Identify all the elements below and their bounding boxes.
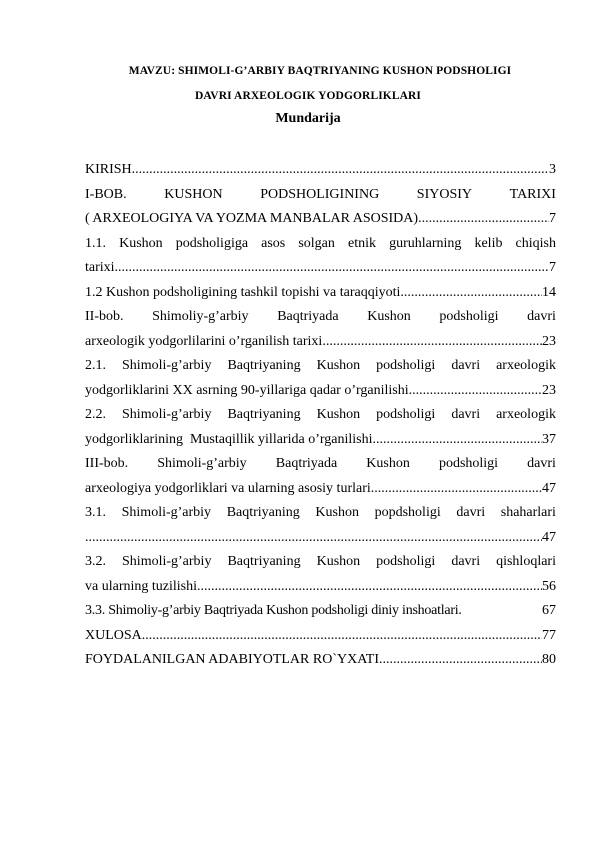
toc-entry-3-2-line-1[interactable] <box>85 550 556 575</box>
toc-leader-dots <box>400 281 542 306</box>
toc-word: Kushon <box>316 554 361 569</box>
toc-entry-3-1-line-2[interactable] <box>85 526 556 551</box>
toc-word: davri <box>527 456 556 471</box>
toc-leader-dots <box>322 330 542 355</box>
toc-entry-title: arxeologik yodgorlilarini o’rganilish tarixi <box>85 333 323 349</box>
toc-entry-title: KIRISH <box>85 162 132 177</box>
toc-word: guruhlarning <box>389 235 462 251</box>
toc-entry-2-1-line-1[interactable] <box>85 354 556 379</box>
toc-word: Shimoliy-g’arbiy <box>152 309 249 324</box>
toc-word: podsholigi <box>438 456 499 471</box>
toc-entry-bob-3-line-1[interactable] <box>85 452 556 477</box>
toc-word: II-bob. <box>85 309 124 324</box>
toc-page-number: 3 <box>549 162 556 177</box>
toc-word: davri <box>451 358 481 373</box>
toc-entry-title: 3.3. Shimoliy-g’arbiy Baqtriyada Kushon podsholigi diniy inshoatlari. <box>85 603 462 618</box>
toc-page-number: 7 <box>549 260 556 275</box>
toc-entry-title: arxeologiya yodgorliklari va ularning asosiy turlari <box>85 480 371 496</box>
toc-word: podsholigi <box>376 407 436 422</box>
toc-page-number: 47 <box>542 480 556 496</box>
toc-word: davri <box>527 309 556 324</box>
toc-leader-dots <box>379 648 542 673</box>
toc-word: I-BOB. <box>85 186 127 202</box>
toc-page-number: 77 <box>542 627 556 643</box>
toc-word: popdsholigi <box>374 505 441 520</box>
toc-entry-bob-3-line-2[interactable] <box>85 477 556 502</box>
toc-word: III-bob. <box>85 456 129 471</box>
document-title-line-2: DAVRI ARXEOLOGIK YODGORLIKLARI <box>194 90 421 102</box>
toc-entry-2-2-line-2[interactable] <box>85 428 556 453</box>
toc-page-number: 23 <box>542 382 556 398</box>
toc-entry-title: 1.2 Kushon podsholigining tashkil topishi va taraqqiyoti <box>85 284 401 300</box>
toc-word: Shimoli-g’arbiy <box>122 554 212 569</box>
toc-word: 2.2. <box>85 407 106 422</box>
toc-word: Shimoli-g’arbiy <box>157 456 247 471</box>
toc-entry-bob-2-line-1[interactable] <box>85 305 556 330</box>
toc-entry-bob-2-line-2[interactable] <box>85 330 556 355</box>
toc-word: Baqtriyaning <box>227 554 301 569</box>
toc-word: Kushon <box>366 456 410 471</box>
toc-leader-dots <box>409 379 542 404</box>
toc-entry-title: FOYDALANILGAN ADABIYOTLAR RO`YXATI <box>85 652 379 667</box>
toc-entry-title: va ularning tuzilishi <box>85 578 197 594</box>
toc-word: qishloqlari <box>496 554 556 569</box>
toc-word: SIYOSIY <box>416 186 473 202</box>
toc-word: PODSHOLIGINING <box>260 186 380 202</box>
toc-entry-title: yodgorliklarining Mustaqillik yillarida o’rganilishi <box>85 431 373 447</box>
table-of-contents <box>85 158 556 673</box>
toc-word: Baqtriyada <box>275 456 338 471</box>
toc-word: Kushon <box>316 358 361 373</box>
toc-word: Baqtriyaning <box>227 358 301 373</box>
toc-page-number: 14 <box>542 284 556 300</box>
toc-word: solgan <box>298 235 335 251</box>
toc-heading: Mundarija <box>275 111 341 126</box>
toc-word: podsholigi <box>439 309 499 324</box>
toc-word: 1.1. <box>85 235 106 251</box>
toc-entry-adabiyotlar[interactable] <box>85 648 556 673</box>
toc-word: shaharlari <box>500 505 556 520</box>
toc-word: etnik <box>347 235 376 251</box>
toc-entry-1-2[interactable] <box>85 281 556 306</box>
toc-word: Shimoli-g’arbiy <box>122 358 212 373</box>
toc-leader-dots <box>132 158 549 183</box>
toc-word: arxeologik <box>496 358 556 373</box>
toc-entry-3-1-line-1[interactable] <box>85 501 556 526</box>
toc-word: Shimoli-g’arbiy <box>121 505 212 520</box>
toc-word: TARIXI <box>509 186 556 202</box>
toc-entry-2-1-line-2[interactable] <box>85 379 556 404</box>
toc-entry-3-3[interactable] <box>85 599 556 624</box>
document-title-line-1: MAVZU: SHIMOLI-G’ARBIY BAQTRIYANING KUSHON PODSHOLIGI <box>128 65 512 77</box>
toc-word: podsholigi <box>376 358 436 373</box>
toc-entry-bob-1-line-1[interactable] <box>85 183 556 208</box>
toc-entry-title: yodgorliklarini XX asrning 90-yillariga qadar o’rganilishi <box>85 382 409 398</box>
toc-word: kelib <box>474 235 503 251</box>
toc-word: podsholigiga <box>175 235 249 251</box>
toc-entry-bob-1-line-2[interactable] <box>85 207 556 232</box>
toc-word: Kushon <box>367 309 411 324</box>
toc-page-number: 7 <box>549 211 556 226</box>
toc-word: Shimoli-g’arbiy <box>122 407 212 422</box>
toc-word: Kushon <box>316 407 361 422</box>
toc-page-number: 67 <box>542 603 556 618</box>
toc-page-number: 37 <box>542 431 556 447</box>
toc-word: Kushon <box>315 505 359 520</box>
toc-word: davri <box>451 407 481 422</box>
toc-entry-title: XULOSA <box>85 627 142 643</box>
toc-word: davri <box>451 554 481 569</box>
toc-page-number: 23 <box>542 333 556 349</box>
toc-page-number: 47 <box>542 529 556 545</box>
toc-entry-title: tarixi <box>85 260 115 275</box>
toc-entry-2-2-line-1[interactable] <box>85 403 556 428</box>
toc-entry-3-2-line-2[interactable] <box>85 575 556 600</box>
toc-entry-xulosa[interactable] <box>85 624 556 649</box>
toc-leader-dots <box>197 575 542 600</box>
toc-word: Kushon <box>119 235 163 251</box>
toc-word: Baqtriyaning <box>227 407 301 422</box>
toc-word: 2.1. <box>85 358 106 373</box>
toc-leader-dots <box>85 526 542 551</box>
toc-word: KUSHON <box>164 186 223 202</box>
toc-word: podsholigi <box>376 554 436 569</box>
toc-leader-dots <box>142 624 542 649</box>
toc-word: asos <box>261 235 286 251</box>
toc-leader-dots <box>371 477 542 502</box>
toc-entry-1-1-line-2[interactable] <box>85 256 556 281</box>
toc-page-number: 56 <box>542 578 556 594</box>
toc-page-number: 80 <box>542 652 556 667</box>
toc-word: arxeologik <box>496 407 556 422</box>
toc-leader-dots <box>418 207 549 232</box>
toc-word: 3.2. <box>85 554 106 569</box>
toc-entry-title: ( ARXEOLOGIYA VA YOZMA MANBALAR ASOSIDA) <box>85 211 419 226</box>
toc-leader-dots <box>115 256 549 281</box>
toc-word: davri <box>456 505 486 520</box>
toc-entry-kirish[interactable] <box>85 158 556 183</box>
toc-leader-dots <box>373 428 543 453</box>
toc-word: 3.1. <box>85 505 106 520</box>
toc-word: chiqish <box>515 235 556 251</box>
toc-word: Baqtriyada <box>277 309 339 324</box>
toc-entry-1-1-line-1[interactable] <box>85 232 556 257</box>
toc-word: Baqtriyaning <box>226 505 300 520</box>
